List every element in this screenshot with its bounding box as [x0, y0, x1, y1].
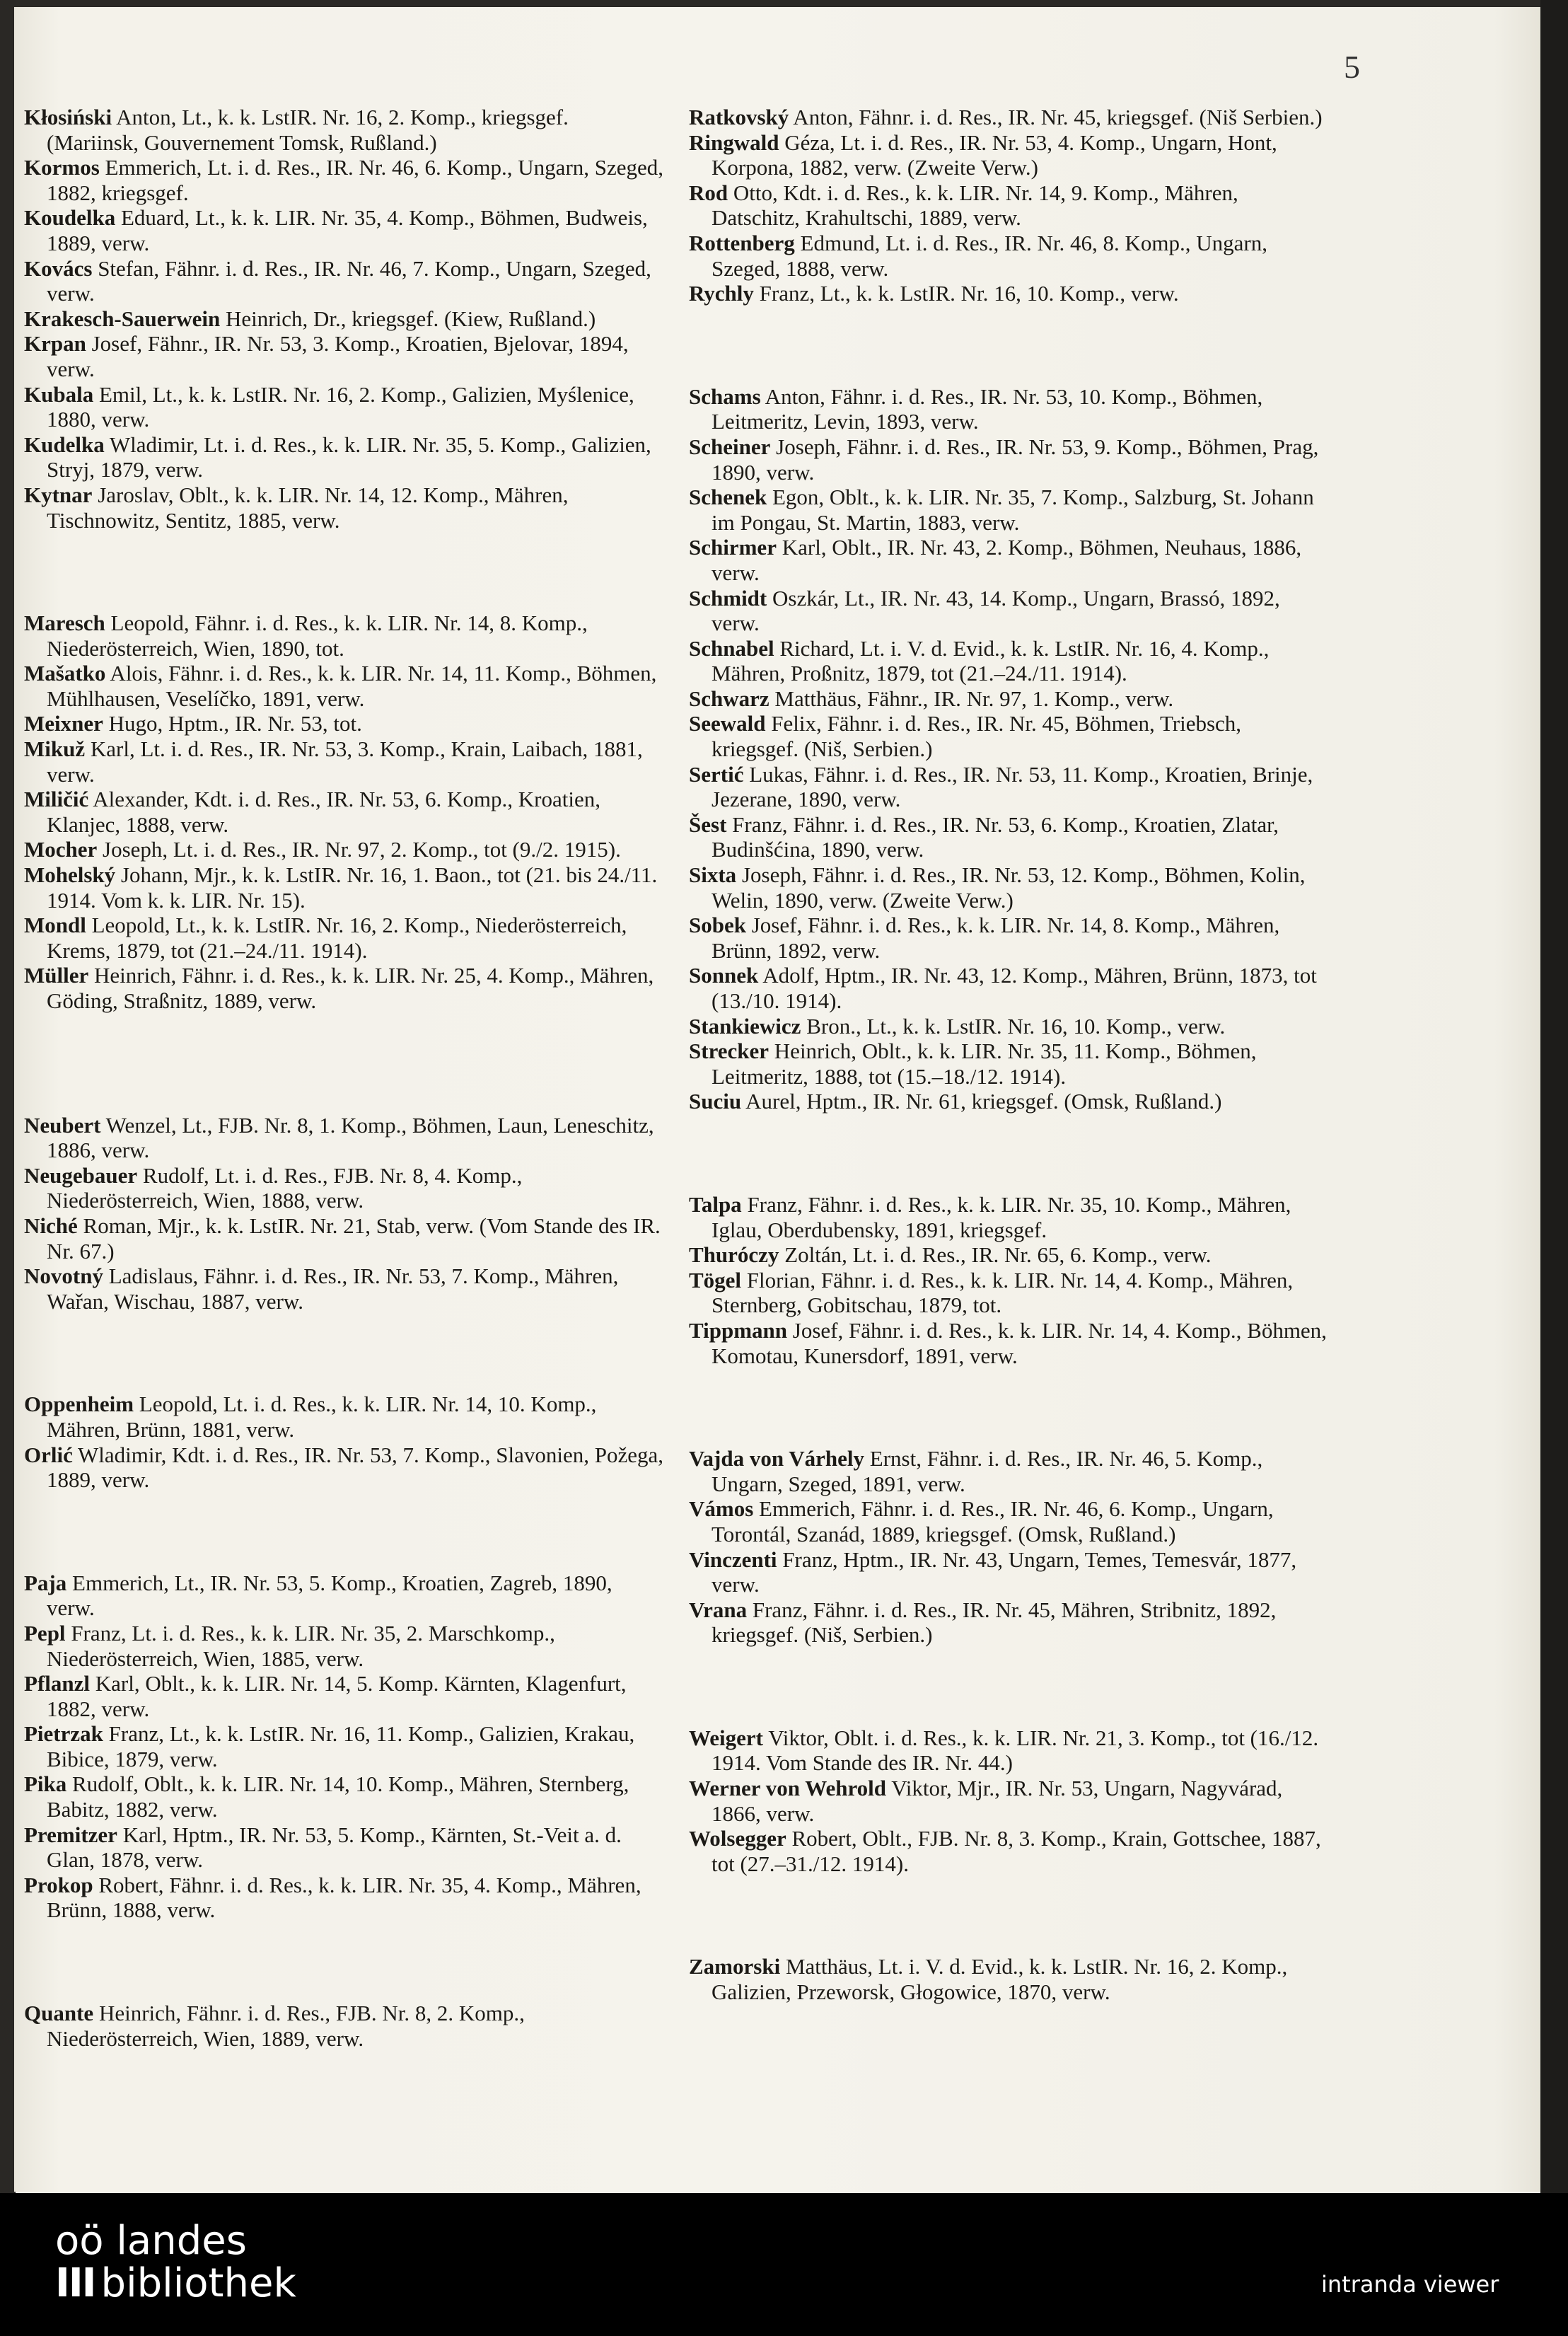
entry-name: Premitzer — [24, 1822, 117, 1847]
entry-name: Krakesch-Sauerwein — [24, 306, 221, 331]
entry-name: Pflanzl — [24, 1671, 90, 1696]
entry-name: Orlić — [24, 1442, 73, 1467]
entry-name: Rod — [689, 180, 728, 205]
entry-details: Matthäus, Lt. i. V. d. Evid., k. k. LstIR. Nr. 16, 2. Komp., Galizien, Przeworsk, Głogowice, 1870, verw. — [712, 1954, 1288, 2005]
entry-name: Seewald — [689, 711, 766, 736]
right-column — [689, 105, 1329, 2005]
list-entry — [689, 1547, 1329, 1597]
entry-details: Anton, Lt., k. k. LstIR. Nr. 16, 2. Komp., kriegsgef. (Mariinsk, Gouvernement Tomsk, Rußland.) — [47, 105, 569, 155]
entry-details: Hugo, Hptm., IR. Nr. 53, tot. — [103, 711, 362, 736]
entry-name: Šest — [689, 811, 727, 837]
entry-details: Johann, Mjr., k. k. LstIR. Nr. 16, 1. Baon., tot (21. bis 24./11. 1914. Vom k. k. LIR. Nr. 15). — [47, 862, 658, 913]
entry-details: Heinrich, Dr., kriegsgef. (Kiew, Rußland.) — [220, 306, 596, 331]
list-entry — [689, 1725, 1329, 1776]
entry-name: Scheiner — [689, 434, 771, 459]
list-entry — [689, 1089, 1329, 1114]
list-entry — [24, 1822, 664, 1873]
entry-name: Ratkovský — [689, 105, 789, 129]
entry-details: Franz, Fähnr. i. d. Res., k. k. LIR. Nr. 35, 10. Komp., Mähren, Iglau, Oberdubensky, 1891, kriegsgef. — [712, 1191, 1291, 1242]
entry-details: Franz, Fähnr. i. d. Res., IR. Nr. 45, Mähren, Stribnitz, 1892, kriegsgef. (Niš, Serbien.) — [712, 1597, 1277, 1648]
list-entry — [24, 1213, 664, 1264]
list-entry — [689, 1318, 1329, 1368]
entry-details: Aurel, Hptm., IR. Nr. 61, kriegsgef. (Omsk, Rußland.) — [741, 1089, 1222, 1114]
entry-details: Heinrich, Fähnr. i. d. Res., FJB. Nr. 8, 2. Komp., Niederösterreich, Wien, 1889, verw. — [47, 2001, 525, 2051]
entry-name: Koudelka — [24, 205, 116, 231]
entry-name: Kudelka — [24, 432, 105, 457]
entry-name: Vámos — [689, 1496, 754, 1522]
entry-name: Mondl — [24, 913, 86, 938]
list-entry — [689, 762, 1329, 812]
list-entry — [689, 1826, 1329, 1876]
entry-details: Rudolf, Lt. i. d. Res., FJB. Nr. 8, 4. Komp., Niederösterreich, Wien, 1888, verw. — [47, 1162, 523, 1213]
entry-name: Sonnek — [689, 963, 759, 988]
list-entry — [24, 331, 664, 381]
list-entry — [24, 105, 664, 155]
list-entry — [24, 1621, 664, 1671]
list-entry — [24, 711, 664, 736]
list-entry — [689, 231, 1329, 281]
list-entry — [689, 1776, 1329, 1826]
entry-details: Richard, Lt. i. V. d. Evid., k. k. LstIR. Nr. 16, 4. Komp., Mähren, Proßnitz, 1879, tot (21.–24./11. 1914). — [712, 635, 1270, 686]
entry-details: Franz, Lt., k. k. LstIR. Nr. 16, 10. Komp., verw. — [753, 281, 1179, 306]
logo-bars: III — [55, 2260, 95, 2306]
list-entry — [689, 963, 1329, 1013]
entry-name: Weigert — [689, 1725, 764, 1750]
entry-details: Viktor, Oblt. i. d. Res., k. k. LIR. Nr. 21, 3. Komp., tot (16./12. 1914. Vom Stande des IR. Nr. 44.) — [712, 1725, 1319, 1776]
entry-name: Vinczenti — [689, 1546, 777, 1572]
entry-details: Josef, Fähnr. i. d. Res., k. k. LIR. Nr. 14, 8. Komp., Mähren, Brünn, 1892, verw. — [712, 913, 1280, 963]
entry-details: Joseph, Fähnr. i. d. Res., IR. Nr. 53, 12. Komp., Böhmen, Kolin, Welin, 1890, verw. (Zweite Verw.) — [712, 862, 1306, 913]
entry-name: Rychly — [689, 281, 754, 306]
entry-name: Ringwald — [689, 129, 779, 155]
list-entry — [689, 434, 1329, 485]
list-entry — [689, 1242, 1329, 1268]
entry-details: Anton, Fähnr. i. d. Res., IR. Nr. 45, kriegsgef. (Niš Serbien.) — [789, 105, 1323, 129]
entry-details: Franz, Lt. i. d. Res., k. k. LIR. Nr. 35, 2. Marschkomp., Niederösterreich, Wien, 1885, verw. — [47, 1620, 555, 1671]
list-entry — [24, 432, 664, 482]
page-number: 5 — [1344, 49, 1360, 85]
list-entry — [24, 306, 664, 332]
entry-details: Franz, Lt., k. k. LstIR. Nr. 16, 11. Komp., Galizien, Krakau, Bibice, 1879, verw. — [47, 1721, 635, 1771]
entry-details: Emmerich, Lt., IR. Nr. 53, 5. Komp., Kroatien, Zagreb, 1890, verw. — [47, 1570, 612, 1621]
entry-name: Mikuž — [24, 736, 86, 762]
entry-name: Kytnar — [24, 482, 93, 507]
list-entry — [689, 1954, 1329, 2004]
section-gap — [24, 533, 664, 611]
entry-details: Géza, Lt. i. d. Res., IR. Nr. 53, 4. Komp., Ungarn, Hont, Korpona, 1882, verw. (Zweite Verw.) — [712, 129, 1277, 180]
entry-details: Felix, Fähnr. i. d. Res., IR. Nr. 45, Böhmen, Triebsch, kriegsgef. (Niš, Serbien.) — [712, 711, 1242, 762]
list-entry — [24, 837, 664, 862]
section-gap — [24, 1014, 664, 1113]
list-entry — [689, 485, 1329, 535]
entry-name: Kubala — [24, 381, 94, 407]
entry-details: Wladimir, Lt. i. d. Res., k. k. LIR. Nr. 35, 5. Komp., Galizien, Stryj, 1879, verw. — [47, 432, 651, 482]
scan-left-edge — [0, 0, 16, 2193]
entry-details: Adolf, Hptm., IR. Nr. 43, 12. Komp., Mähren, Brünn, 1873, tot (13./10. 1914). — [712, 963, 1317, 1013]
entry-name: Meixner — [24, 711, 103, 736]
entry-details: Bron., Lt., k. k. LstIR. Nr. 16, 10. Komp., verw. — [801, 1013, 1226, 1039]
entry-details: Emmerich, Fähnr. i. d. Res., IR. Nr. 46, 6. Komp., Ungarn, Torontál, Szanád, 1889, kriegsgef. (Omsk, Rußland.) — [712, 1496, 1274, 1546]
list-entry — [24, 1671, 664, 1721]
entry-name: Sertić — [689, 761, 744, 787]
entry-name: Sobek — [689, 913, 746, 938]
entry-name: Miličić — [24, 787, 89, 812]
list-entry — [24, 1571, 664, 1621]
entry-name: Suciu — [689, 1089, 742, 1114]
list-entry — [24, 862, 664, 913]
entry-details: Franz, Fähnr. i. d. Res., IR. Nr. 53, 6. Komp., Kroatien, Zlatar, Budinšćina, 1890, verw. — [712, 811, 1279, 862]
viewer-brand: intranda viewer — [1321, 2271, 1499, 2298]
list-entry — [689, 1192, 1329, 1242]
section-gap — [24, 1923, 664, 2001]
list-entry — [689, 1496, 1329, 1546]
entry-details: Anton, Fähnr. i. d. Res., IR. Nr. 53, 10. Komp., Böhmen, Leitmeritz, Levin, 1893, verw. — [712, 383, 1263, 434]
entry-name: Pietrzak — [24, 1721, 103, 1747]
entry-name: Novotný — [24, 1264, 103, 1289]
entry-name: Tögel — [689, 1267, 742, 1293]
list-entry — [689, 636, 1329, 686]
entry-details: Leopold, Lt., k. k. LstIR. Nr. 16, 2. Komp., Niederösterreich, Krems, 1879, tot (21.–24./11. 1914). — [47, 913, 627, 963]
list-entry — [689, 1039, 1329, 1089]
entry-name: Maresch — [24, 611, 105, 636]
entry-name: Kormos — [24, 155, 100, 180]
entry-details: Franz, Hptm., IR. Nr. 43, Ungarn, Temes, Temesvár, 1877, verw. — [712, 1546, 1297, 1597]
list-entry — [689, 812, 1329, 862]
entry-name: Wolsegger — [689, 1826, 786, 1851]
list-entry — [24, 2001, 664, 2051]
list-entry — [689, 105, 1329, 130]
library-logo[interactable] — [55, 2220, 296, 2305]
logo-line-1: oö landes — [55, 2218, 247, 2264]
entry-name: Schams — [689, 383, 761, 409]
entry-details: Karl, Hptm., IR. Nr. 53, 5. Komp., Kärnten, St.-Veit a. d. Glan, 1878, verw. — [47, 1822, 622, 1873]
list-entry — [24, 1873, 664, 1923]
entry-details: Jaroslav, Oblt., k. k. LIR. Nr. 14, 12. Komp., Mähren, Tischnowitz, Sentitz, 1885, verw. — [47, 482, 569, 533]
entry-details: Viktor, Mjr., IR. Nr. 53, Ungarn, Nagyvárad, 1866, verw. — [712, 1776, 1283, 1826]
list-entry — [689, 1268, 1329, 1318]
list-entry — [24, 736, 664, 787]
list-entry — [24, 787, 664, 837]
list-entry — [24, 1771, 664, 1822]
list-entry — [689, 1014, 1329, 1039]
entry-name: Kovács — [24, 255, 93, 281]
list-entry — [24, 1721, 664, 1771]
entry-name: Schirmer — [689, 535, 777, 560]
section-gap — [689, 1648, 1329, 1725]
entry-details: Josef, Fähnr., IR. Nr. 53, 3. Komp., Kroatien, Bjelovar, 1894, verw. — [47, 331, 629, 381]
entry-details: Eduard, Lt., k. k. LIR. Nr. 35, 4. Komp., Böhmen, Budweis, 1889, verw. — [47, 205, 648, 255]
list-entry — [689, 281, 1329, 306]
list-entry — [24, 661, 664, 711]
logo-line-2: bibliothek — [100, 2260, 296, 2306]
list-entry — [689, 1446, 1329, 1496]
entry-details: Robert, Oblt., FJB. Nr. 8, 3. Komp., Krain, Gottschee, 1887, tot (27.–31./12. 1914). — [712, 1826, 1321, 1876]
list-entry — [689, 384, 1329, 434]
entry-name: Thuróczy — [689, 1242, 779, 1268]
entry-name: Mašatko — [24, 661, 106, 686]
entry-name: Zamorski — [689, 1954, 781, 1979]
entry-details: Emil, Lt., k. k. LstIR. Nr. 16, 2. Komp., Galizien, Myślenice, 1880, verw. — [47, 381, 634, 432]
entry-details: Stefan, Fähnr. i. d. Res., IR. Nr. 46, 7. Komp., Ungarn, Szeged, verw. — [47, 255, 651, 306]
entry-details: Lukas, Fähnr. i. d. Res., IR. Nr. 53, 11. Komp., Kroatien, Brinje, Jezerane, 1890, verw. — [712, 761, 1313, 812]
entry-name: Niché — [24, 1213, 78, 1238]
entry-name: Oppenheim — [24, 1392, 134, 1417]
list-entry — [24, 482, 664, 533]
entry-details: Ladislaus, Fähnr. i. d. Res., IR. Nr. 53, 7. Komp., Mähren, Wařan, Wischau, 1887, verw. — [47, 1264, 619, 1314]
entry-details: Ernst, Fähnr. i. d. Res., IR. Nr. 46, 5. Komp., Ungarn, Szeged, 1891, verw. — [712, 1446, 1263, 1496]
list-entry — [24, 1392, 664, 1442]
list-entry — [24, 1264, 664, 1314]
list-entry — [24, 611, 664, 661]
entry-name: Neubert — [24, 1112, 101, 1138]
entry-name: Kłosiński — [24, 105, 112, 129]
list-entry — [689, 686, 1329, 712]
entry-name: Pika — [24, 1771, 67, 1797]
entry-name: Vrana — [689, 1597, 748, 1622]
entry-name: Mohelský — [24, 862, 116, 888]
list-entry — [689, 711, 1329, 761]
entry-details: Emmerich, Lt. i. d. Res., IR. Nr. 46, 6. Komp., Ungarn, Szeged, 1882, kriegsgef. — [47, 155, 664, 205]
entry-name: Werner von Wehrold — [689, 1776, 887, 1801]
entry-details: Leopold, Lt. i. d. Res., k. k. LIR. Nr. 14, 10. Komp., Mähren, Brünn, 1881, verw. — [47, 1392, 597, 1442]
entry-details: Karl, Oblt., k. k. LIR. Nr. 14, 5. Komp. Kärnten, Klagenfurt, 1882, verw. — [47, 1671, 627, 1721]
entry-details: Edmund, Lt. i. d. Res., IR. Nr. 46, 8. Komp., Ungarn, Szeged, 1888, verw. — [712, 230, 1267, 281]
entry-details: Oszkár, Lt., IR. Nr. 43, 14. Komp., Ungarn, Brassó, 1892, verw. — [712, 585, 1280, 636]
list-entry — [689, 535, 1329, 585]
list-entry — [24, 1442, 664, 1493]
section-gap — [689, 1368, 1329, 1446]
entry-details: Wladimir, Kdt. i. d. Res., IR. Nr. 53, 7. Komp., Slavonien, Požega, 1889, verw. — [47, 1442, 663, 1493]
entry-details: Rudolf, Oblt., k. k. LIR. Nr. 14, 10. Komp., Mähren, Sternberg, Babitz, 1882, verw. — [47, 1771, 629, 1822]
section-gap — [689, 1114, 1329, 1192]
entry-details: Joseph, Lt. i. d. Res., IR. Nr. 97, 2. Komp., tot (9./2. 1915). — [97, 837, 621, 862]
entry-name: Vajda von Várhely — [689, 1446, 865, 1471]
entry-name: Paja — [24, 1570, 67, 1595]
list-entry — [24, 963, 664, 1013]
list-entry — [24, 1113, 664, 1163]
entry-details: Karl, Lt. i. d. Res., IR. Nr. 53, 3. Komp., Krain, Laibach, 1881, verw. — [47, 736, 643, 787]
entry-details: Otto, Kdt. i. d. Res., k. k. LIR. Nr. 14, 9. Komp., Mähren, Datschitz, Krahultschi, 1889, verw. — [712, 180, 1238, 231]
section-gap — [689, 306, 1329, 384]
entry-name: Neugebauer — [24, 1162, 138, 1188]
section-gap — [24, 1493, 664, 1571]
entry-name: Schenek — [689, 485, 767, 510]
entry-name: Quante — [24, 2001, 94, 2026]
list-entry — [689, 180, 1329, 231]
scan-right-edge — [1540, 0, 1568, 2193]
list-entry — [24, 205, 664, 255]
list-entry — [689, 913, 1329, 963]
entry-details: Florian, Fähnr. i. d. Res., k. k. LIR. Nr. 14, 4. Komp., Mähren, Sternberg, Gobitschau, 1879, tot. — [712, 1267, 1294, 1318]
left-column — [24, 105, 664, 2051]
entry-name: Prokop — [24, 1872, 93, 1897]
entry-details: Roman, Mjr., k. k. LstIR. Nr. 21, Stab, verw. (Vom Stande des IR. Nr. 67.) — [47, 1213, 661, 1264]
entry-name: Schnabel — [689, 635, 774, 661]
list-entry — [689, 130, 1329, 180]
list-entry — [24, 1163, 664, 1213]
list-entry — [24, 913, 664, 963]
entry-name: Schmidt — [689, 585, 767, 611]
entry-details: Wenzel, Lt., FJB. Nr. 8, 1. Komp., Böhmen, Laun, Leneschitz, 1886, verw. — [47, 1112, 654, 1163]
entry-name: Stankiewicz — [689, 1013, 801, 1039]
list-entry — [689, 1597, 1329, 1648]
entry-details: Egon, Oblt., k. k. LIR. Nr. 35, 7. Komp., Salzburg, St. Johann im Pongau, St. Martin, 1883, verw. — [712, 485, 1314, 535]
entry-details: Zoltán, Lt. i. d. Res., IR. Nr. 65, 6. Komp., verw. — [779, 1242, 1212, 1268]
entry-name: Pepl — [24, 1620, 66, 1646]
list-entry — [24, 256, 664, 306]
entry-name: Tippmann — [689, 1317, 788, 1343]
list-entry — [24, 382, 664, 432]
entry-details: Karl, Oblt., IR. Nr. 43, 2. Komp., Böhmen, Neuhaus, 1886, verw. — [712, 535, 1302, 585]
scan-top-edge — [0, 0, 1568, 7]
entry-name: Rottenberg — [689, 230, 795, 255]
entry-details: Alexander, Kdt. i. d. Res., IR. Nr. 53, 6. Komp., Kroatien, Klanjec, 1888, verw. — [47, 787, 600, 837]
entry-details: Matthäus, Fähnr., IR. Nr. 97, 1. Komp., verw. — [769, 686, 1174, 711]
entry-details: Josef, Fähnr. i. d. Res., k. k. LIR. Nr. 14, 4. Komp., Böhmen, Komotau, Kunersdorf, 1891, verw. — [712, 1317, 1327, 1368]
list-entry — [689, 862, 1329, 913]
entry-name: Strecker — [689, 1039, 770, 1064]
entry-details: Alois, Fähnr. i. d. Res., k. k. LIR. Nr. 14, 11. Komp., Böhmen, Mühlhausen, Veselíčko, 1891, verw. — [47, 661, 657, 711]
entry-name: Mocher — [24, 837, 98, 862]
entry-details: Heinrich, Fähnr. i. d. Res., k. k. LIR. Nr. 25, 4. Komp., Mähren, Göding, Straßnitz, 1889, verw. — [47, 963, 654, 1013]
list-entry — [689, 586, 1329, 636]
entry-name: Krpan — [24, 331, 86, 357]
entry-name: Sixta — [689, 862, 737, 888]
section-gap — [24, 1314, 664, 1392]
entry-name: Talpa — [689, 1191, 742, 1217]
entry-name: Schwarz — [689, 686, 770, 711]
section-gap — [689, 1876, 1329, 1954]
entry-details: Robert, Fähnr. i. d. Res., k. k. LIR. Nr. 35, 4. Komp., Mähren, Brünn, 1888, verw. — [47, 1872, 641, 1923]
entry-name: Müller — [24, 963, 89, 988]
entry-details: Joseph, Fähnr. i. d. Res., IR. Nr. 53, 9. Komp., Böhmen, Prag, 1890, verw. — [712, 434, 1319, 485]
entry-details: Leopold, Fähnr. i. d. Res., k. k. LIR. Nr. 14, 8. Komp., Niederösterreich, Wien, 1890, tot. — [47, 611, 588, 661]
list-entry — [24, 155, 664, 205]
entry-details: Heinrich, Oblt., k. k. LIR. Nr. 35, 11. Komp., Böhmen, Leitmeritz, 1888, tot (15.–18./12. 1914). — [712, 1039, 1257, 1089]
